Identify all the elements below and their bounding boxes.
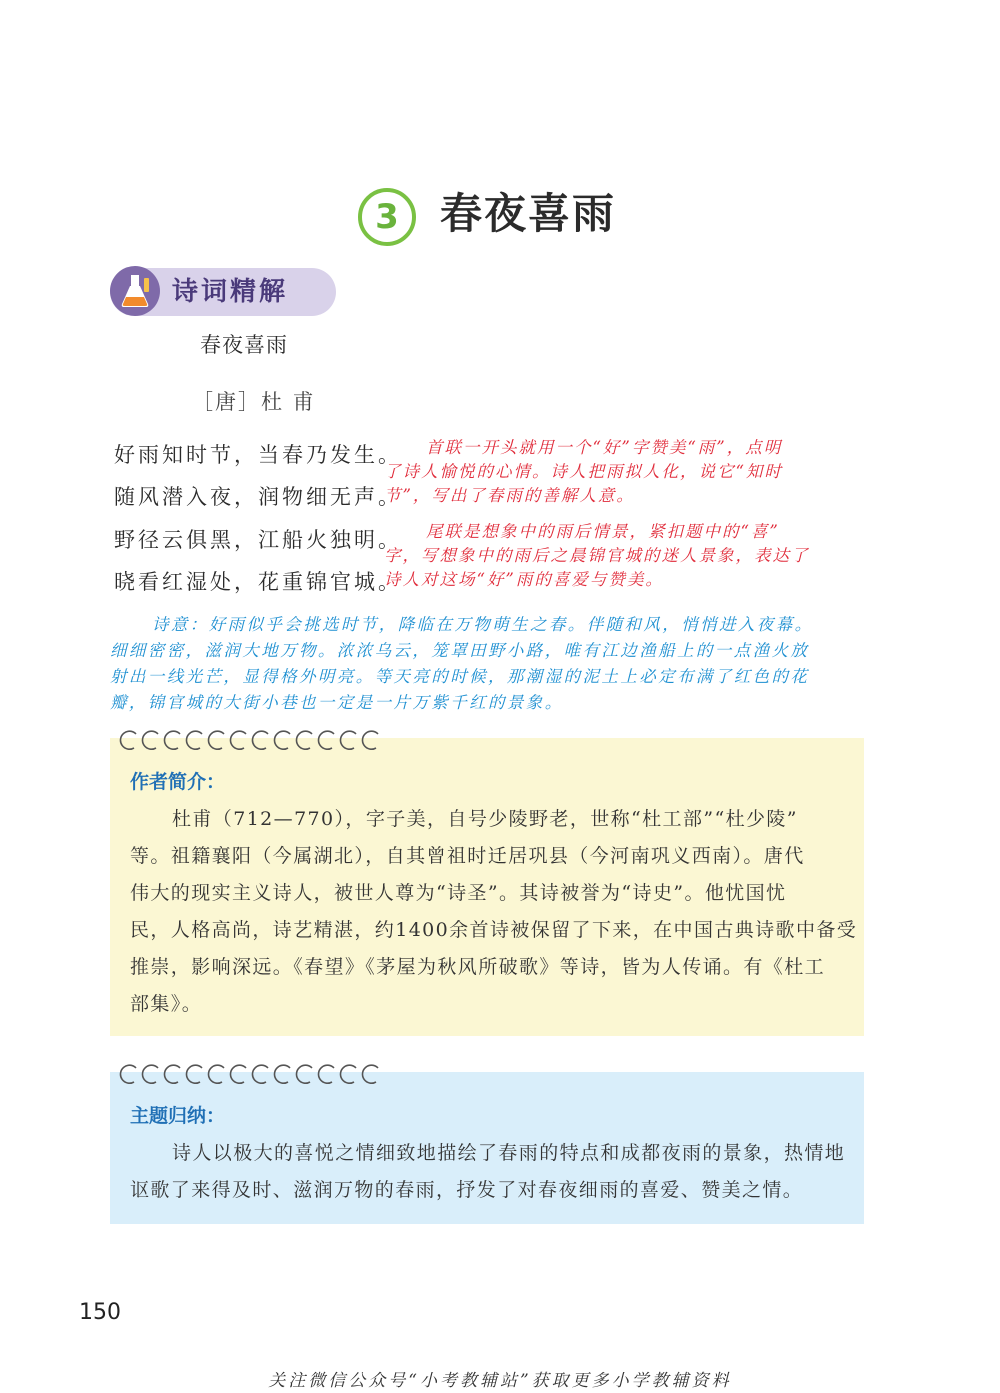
meaning-line: 细细密密，滋润大地万物。浓浓乌云，笼罩田野小路，唯有江边渔船上的一点渔火放 <box>110 641 810 660</box>
author-intro-line: 部集》。 <box>130 993 203 1015</box>
poem-title: 春夜喜雨 <box>200 333 288 357</box>
theme-summary-line: 诗人以极大的喜悦之情细致地描绘了春雨的特点和成都夜雨的景象，热情地 <box>172 1142 846 1164</box>
meaning-line: 诗意：好雨似乎会挑选时节，降临在万物萌生之春。伴随和风，悄悄进入夜幕。 <box>152 615 814 634</box>
poem-line: 随风潜入夜，润物细无声。 <box>114 485 402 509</box>
author-intro-line: 杜甫（712—770），字子美，自号少陵野老，世称“杜工部”“杜少陵” <box>172 808 798 830</box>
flask-icon <box>110 266 160 316</box>
poem-line: 晓看红湿处，花重锦官城。 <box>114 570 402 594</box>
author-intro-heading: 作者简介： <box>130 771 226 793</box>
theme-summary-heading: 主题归纳： <box>130 1105 226 1127</box>
annotation-line: 字，写想象中的雨后之晨锦官城的迷人景象，表达了 <box>384 546 810 565</box>
lesson-title: 春夜喜雨 <box>440 189 617 238</box>
theme-summary-line: 讴歌了来得及时、滋润万物的春雨，抒发了对春夜细雨的喜爱、赞美之情。 <box>130 1179 804 1201</box>
author-intro-line: 伟大的现实主义诗人，被世人尊为“诗圣”。其诗被誉为“诗史”。他忧国忧 <box>130 882 787 904</box>
author-intro-line: 等。祖籍襄阳（今属湖北），自其曾祖时迁居巩县（今河南巩义西南）。唐代 <box>130 845 805 867</box>
author-intro-line: 民，人格高尚，诗艺精湛，约1400余首诗被保留了下来，在中国古典诗歌中备受 <box>130 919 858 941</box>
poem-author: ［唐］杜 甫 <box>192 390 316 414</box>
poem-line: 野径云俱黑，江船火独明。 <box>114 528 402 552</box>
lesson-number-circle: 3 <box>358 188 416 246</box>
annotation-line: 首联一开头就用一个“好”字赞美“雨”，点明 <box>426 438 783 457</box>
spiral-rings-icon <box>116 726 396 752</box>
author-intro-line: 推崇，影响深远。《春望》《茅屋为秋风所破歌》等诗，皆为人传诵。有《杜工 <box>130 956 826 978</box>
meaning-line: 射出一线光芒，显得格外明亮。等天亮的时候，那潮湿的泥土上必定布满了红色的花 <box>110 667 810 686</box>
annotation-line: 了诗人愉悦的心情。诗人把雨拟人化，说它“知时 <box>384 462 783 481</box>
section-badge-label: 诗词精解 <box>172 277 289 307</box>
poem-line: 好雨知时节，当春乃发生。 <box>114 443 402 467</box>
annotation-line: 尾联是想象中的雨后情景，紧扣题中的“喜” <box>426 522 780 541</box>
annotation-line: 节”，写出了春雨的善解人意。 <box>384 486 635 505</box>
meaning-line: 瓣，锦官城的大街小巷也一定是一片万紫千红的景象。 <box>110 693 564 712</box>
footer-note: 关注微信公众号“小考教辅站”获取更多小学教辅资料 <box>268 1371 732 1391</box>
annotation-line: 诗人对这场“好”雨的喜爱与赞美。 <box>384 570 664 589</box>
spiral-rings-icon <box>116 1060 396 1086</box>
page-number: 150 <box>79 1300 121 1325</box>
